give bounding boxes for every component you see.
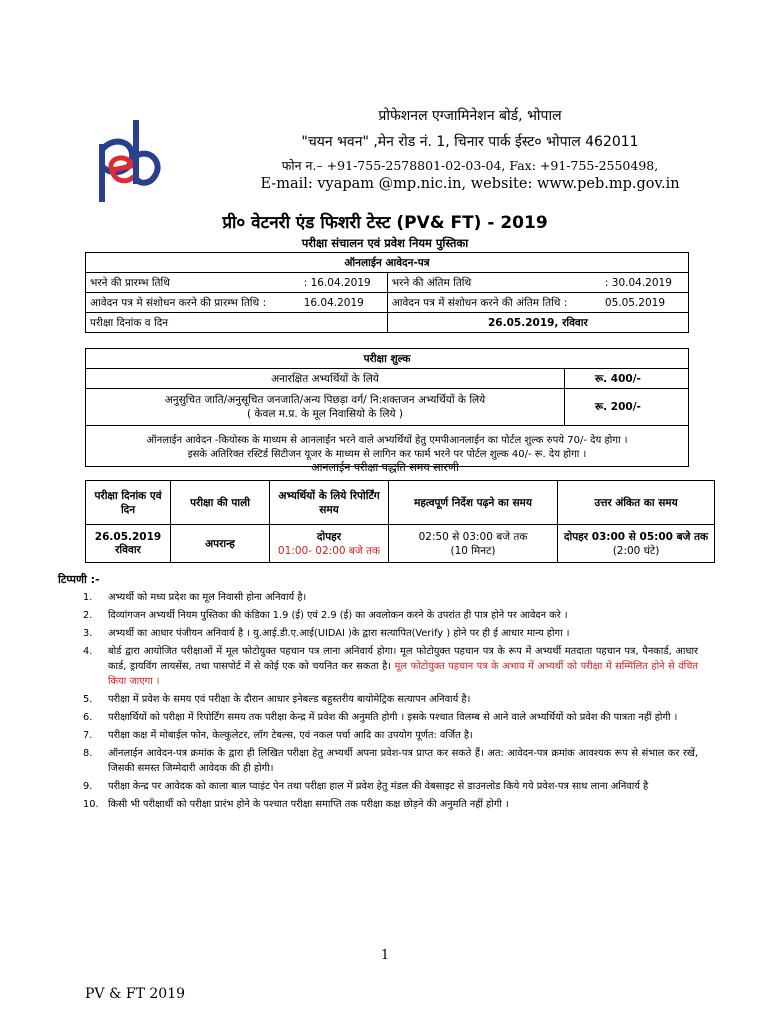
note-text: दिव्यांगजन अभ्यर्थी नियम पुस्तिका की कंडिका 1.9 (ई) एवं 2.9 (ई) का अवलोकन करने के उपरांत ही पात्र होने पर आवेदन करे । (108, 610, 568, 621)
table-heading: परीक्षा शुल्क (86, 349, 689, 369)
reporting-time-label: दोपहर (316, 530, 342, 543)
table-row (86, 293, 689, 313)
table-row (86, 481, 715, 525)
note-warning: मूल फोटोयुक्त पहचान पत्र के अभाव में अभ्यर्थी को परीक्षा में सम्मिलित होने से वंचित किया जाएगा । (108, 661, 698, 687)
table-row (86, 389, 689, 426)
note-number: 1. (83, 592, 93, 603)
table-cell (86, 389, 565, 426)
org-email-website: E-mail: vyapam @mp.nic.in, website: www.peb.mp.gov.in (260, 176, 680, 192)
table-row (86, 313, 689, 333)
schedule-caption: आनलाईन परीक्षा पद्धति समय सारणी (311, 461, 459, 474)
note-text: परीक्षार्थियों को परीक्षा में रिपोर्टिंग समय तक परीक्षा केन्द्र में प्रवेश की अनुमति होगी । इसके पश्चात विलम्ब से आने वाले अभ्यर्थियों को प्रवेश की पात्रता नहीं होगी । (108, 712, 678, 723)
note-number: 6. (83, 712, 93, 723)
document-title: प्री० वेटनरी एंड फिशरी टेस्ट (PV& FT) - 2019 (222, 213, 548, 233)
list-item (58, 644, 698, 689)
note-number: 7. (83, 730, 93, 741)
list-item (58, 728, 698, 743)
exam-date: 26.05.2019 (94, 530, 162, 543)
list-item (58, 710, 698, 725)
table-row (86, 273, 689, 293)
note-text: परीक्षा में प्रवेश के समय एवं परीक्षा के दौरान आधार इनेबल्ड बहुस्तरीय बायोमेट्रिक सत्यापन अनिवार्य है। (108, 694, 471, 705)
list-item (58, 746, 698, 776)
table-heading: ऑनलाईन आवेदन-पत्र (86, 253, 689, 273)
note-text: परीक्षा कक्ष में मोबाईल फोन, केल्कुलेटर, लॉग टेबल्स, एवं नकल पर्चा आदि का उपयोग पूर्णत: वर्जित है। (108, 730, 473, 741)
table-cell: आवेदन पत्र मे संशोधन करने की प्रारम्भ तिथि : (86, 293, 300, 313)
reporting-time: 01:00- 02:00 बजे तक (277, 544, 381, 557)
table-cell: : 30.04.2019 (601, 273, 689, 293)
exam-schedule-table (85, 480, 715, 563)
table-header: महत्वपूर्ण निर्देश पढ़ने का समय (389, 481, 558, 525)
table-cell (86, 525, 171, 563)
footer-text: PV & FT 2019 (85, 986, 186, 1002)
table-row (86, 369, 689, 389)
note-text (108, 644, 698, 689)
table-cell (270, 525, 389, 563)
table-header: परीक्षा की पाली (171, 481, 270, 525)
table-row (86, 253, 689, 273)
table-cell: रू. 200/- (565, 389, 689, 426)
note-text: अभ्यर्थी को मध्य प्रदेश का मूल निवासी होना अनिवार्य है। (108, 592, 307, 603)
list-item (58, 779, 698, 794)
table-cell (389, 525, 558, 563)
list-item (58, 626, 698, 641)
note-text: किसी भी परीक्षार्थी को परीक्षा प्रारंभ होने के पश्चात परीक्षा समाप्ति तक परीक्षा कक्ष छोड़ने की अनुमति नहीं होगी । (108, 799, 509, 810)
table-cell: परीक्षा दिनांक व दिन (86, 313, 388, 333)
list-item (58, 608, 698, 623)
peb-logo (92, 114, 164, 204)
org-name: प्रोफेशनल एग्जामिनेशन बोर्ड, भोपाल (378, 108, 562, 124)
table-cell: रू. 400/- (565, 369, 689, 389)
fee-category-note: ( केवल म.प्र. के मूल निवासियो के लिये ) (246, 408, 404, 420)
list-item (58, 797, 698, 812)
portal-fee-note: ऑनलाईन आवेदन -कियोस्क के माध्यम से आनलाईन भरने वाले अभ्यर्थियों हेतु एमपीआनलाईन का पोर्टल शुल्क रुपये 70/- देय होगा । (146, 435, 628, 446)
portal-fee-note: इसके अतिरिक्त रस्टिर्ड सिटीजन यूजर के माध्यम से लागिन कर फार्म भरने पर पोर्टल शुल्क 40/- रू. देय होगा । (187, 449, 587, 460)
note-number: 10. (83, 799, 99, 810)
table-row (86, 525, 715, 563)
note-number: 4. (83, 646, 93, 657)
table-cell: 16.04.2019 (300, 293, 388, 313)
document-subtitle: परीक्षा संचालन एवं प्रवेश नियम पुस्तिका (301, 236, 469, 250)
table-cell: : 16.04.2019 (300, 273, 388, 293)
table-row (86, 349, 689, 369)
org-address: "चयन भवन" ,मेन रोड नं. 1, चिनार पार्क ईस्ट० भोपाल 462011 (301, 134, 639, 150)
page-number: 1 (380, 948, 390, 963)
org-phone: फोन न.– +91-755-2578801-02-03-04, Fax: +91-755-2550498, (281, 158, 659, 173)
note-number: 8. (83, 748, 93, 759)
note-text-main: बोर्ड द्वारा आयोजित परीक्षाओं में मूल फोटोयुक्त पहचान पत्र लाना अनिवार्य होगा। मूल फोटोयुक्त पहचान पत्र के रूप में अभ्यर्थी मतदाता पहचान पत्र, पैनकार्ड, आधार कार्ड, ड्रायविंग लायसेंस, तथा पासपोर्ट में से कोई एक को चयनित कर सकता है। (108, 646, 698, 672)
note-number: 9. (83, 781, 93, 792)
note-text: अभ्यर्थी का आधार पंजीयन अनिवार्य है । यु.आई.डी.ए.आई(UIDAI )के द्वारा सत्यापित(Verify ) होने पर ही ई आधार मान्य होगा । (108, 628, 570, 639)
exam-shift: अपरान्ह (171, 525, 270, 563)
exam-fee-table (85, 348, 689, 467)
table-cell: अनारक्षित अभ्यर्थियों के लिये (86, 369, 565, 389)
list-item (58, 692, 698, 707)
table-cell: 05.05.2019 (601, 293, 689, 313)
table-header: अभ्यर्थियों के लिये रिपोर्टिंग समय (270, 481, 389, 525)
table-header: उत्तर अंकित का समय (558, 481, 715, 525)
instruction-time: 02:50 से 03:00 बजे तक (418, 530, 528, 543)
fee-category-text: अनुसुचित जाति/अनुसूचित जनजाति/अन्य पिछड़ा वर्ग/ नि:शक्तजन अभ्यर्थियों के लिये (164, 394, 486, 406)
note-number: 3. (83, 628, 93, 639)
table-cell: 26.05.2019, रविवार (387, 313, 688, 333)
note-text: परीक्षा केन्द्र पर आवेदक को काला बाल प्वाइंट पेन तथा परीक्षा हाल में प्रवेश हेतु मंडल की वेबसाइट से डाउनलोड किये गये प्रवेश-पत्र साथ लाना अनिवार्य है (108, 781, 649, 792)
table-header: परीक्षा दिनांक एवं दिन (86, 481, 171, 525)
answer-duration: (2:00 घंटे) (612, 544, 660, 557)
notes-title: टिप्पणी :- (58, 573, 100, 586)
notes-list (58, 590, 698, 815)
note-number: 2. (83, 610, 93, 621)
online-application-dates-table (85, 252, 689, 333)
instruction-duration: (10 मिनट) (450, 544, 496, 557)
note-number: 5. (83, 694, 93, 705)
answer-time: दोपहर 03:00 से 05:00 बजे तक (563, 530, 709, 543)
table-cell (558, 525, 715, 563)
exam-day: रविवार (115, 543, 141, 556)
table-cell: आवेदन पत्र में संशोधन करने की अंतिम तिथि : (387, 293, 601, 313)
table-cell: भरने की प्रारम्भ तिथि (86, 273, 300, 293)
note-text: ऑनलाईन आवेदन-पत्र क्रमांक के द्वारा ही लिखित परीक्षा हेतु अभ्यर्थी अपना प्रवेश-पत्र प्राप्त कर सकते हैं। अत: आवेदन-पत्र क्रमांक आवश्यक रूप से संभाल कर रखें, जिसकी समस्त जिम्मेदारी आवेदक की ही होगी। (108, 748, 698, 774)
list-item (58, 590, 698, 605)
table-cell: भरने की अंतिम तिथि (387, 273, 601, 293)
